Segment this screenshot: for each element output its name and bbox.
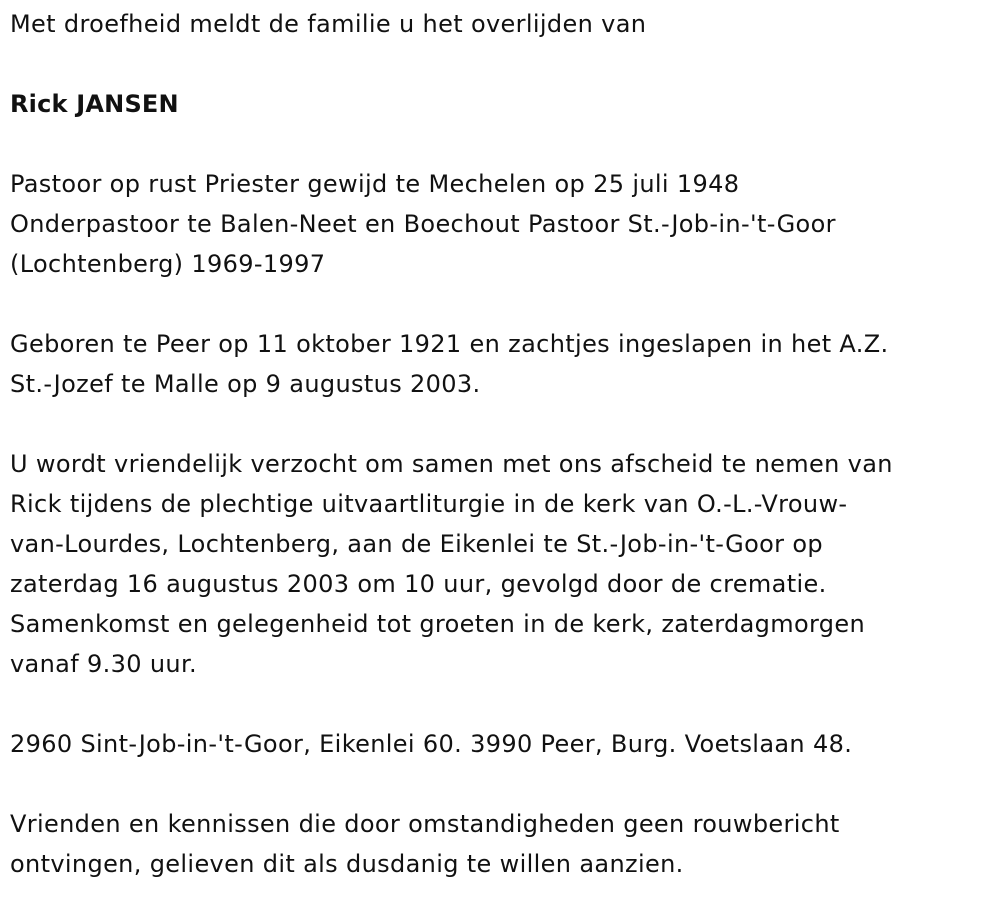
funeral-paragraph [10, 444, 990, 684]
closing-line: ontvingen, gelieven dit als dusdanig te willen aanzien. [10, 850, 684, 878]
closing-paragraph [10, 804, 990, 884]
birth-death-line: St.-Jozef te Malle op 9 augustus 2003. [10, 370, 481, 398]
career-line: (Lochtenberg) 1969-1997 [10, 250, 326, 278]
intro-paragraph [10, 4, 990, 44]
funeral-line: van-Lourdes, Lochtenberg, aan de Eikenlei te St.-Job-in-'t-Goor op [10, 530, 823, 558]
funeral-line: vanaf 9.30 uur. [10, 650, 197, 678]
deceased-name: Rick JANSEN [10, 90, 179, 118]
deceased-name-paragraph [10, 84, 990, 124]
career-line: Onderpastoor te Balen-Neet en Boechout Pastoor St.-Job-in-'t-Goor [10, 210, 836, 238]
closing-line: Vrienden en kennissen die door omstandigheden geen rouwbericht [10, 810, 840, 838]
addresses-line: 2960 Sint-Job-in-'t-Goor, Eikenlei 60. 3990 Peer, Burg. Voetslaan 48. [10, 730, 853, 758]
addresses-paragraph [10, 724, 990, 764]
intro-line: Met droefheid meldt de familie u het overlijden van [10, 10, 647, 38]
career-paragraph [10, 164, 990, 284]
funeral-line: Rick tijdens de plechtige uitvaartliturgie in de kerk van O.-L.-Vrouw- [10, 490, 848, 518]
birth-death-line: Geboren te Peer op 11 oktober 1921 en zachtjes ingeslapen in het A.Z. [10, 330, 889, 358]
career-line: Pastoor op rust Priester gewijd te Mechelen op 25 juli 1948 [10, 170, 740, 198]
funeral-line: zaterdag 16 augustus 2003 om 10 uur, gevolgd door de crematie. [10, 570, 827, 598]
funeral-line: Samenkomst en gelegenheid tot groeten in de kerk, zaterdagmorgen [10, 610, 866, 638]
birth-death-paragraph [10, 324, 990, 404]
funeral-line: U wordt vriendelijk verzocht om samen met ons afscheid te nemen van [10, 450, 893, 478]
